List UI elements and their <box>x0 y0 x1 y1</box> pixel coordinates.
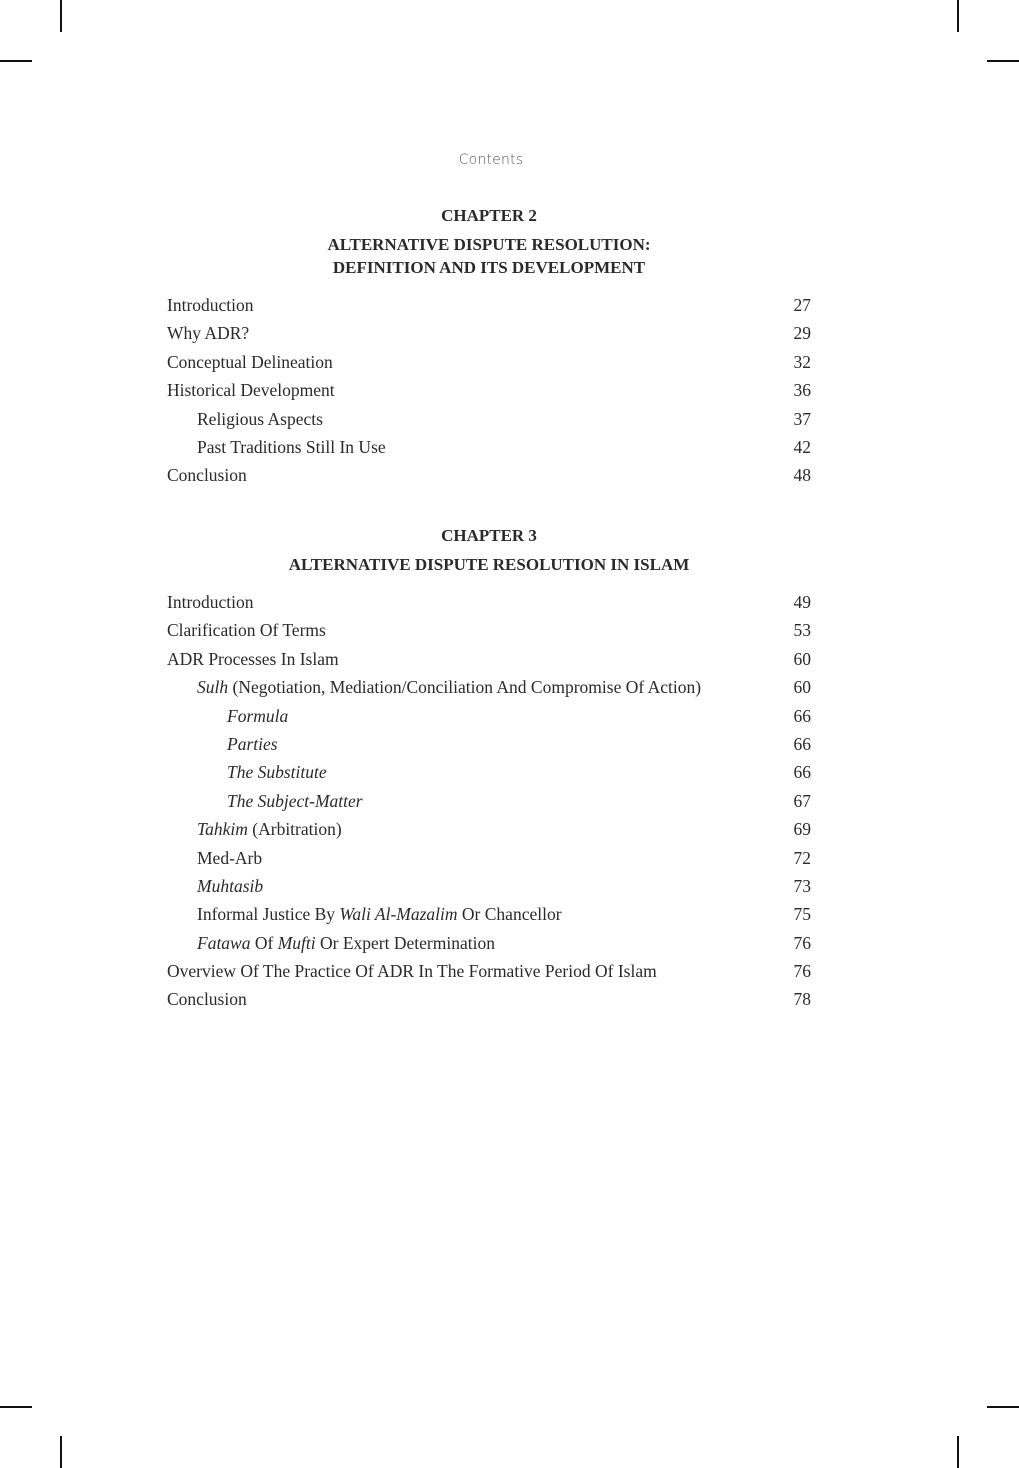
toc-entry[interactable] <box>167 876 811 904</box>
toc-entry[interactable] <box>167 791 811 819</box>
toc-entry-page: 69 <box>793 819 811 840</box>
chapter-3-section <box>167 525 811 1018</box>
toc-entry-page: 32 <box>793 351 811 372</box>
toc-entry-title-rest: (Negotiation, Mediation/Conciliation And Compromise Of Action) <box>228 677 702 698</box>
toc-entry-title: Clarification Of Terms <box>167 620 326 641</box>
crop-mark-top-left-vertical <box>60 0 62 32</box>
toc-entry-page: 53 <box>793 620 811 641</box>
crop-mark-bottom-left-vertical <box>60 1436 62 1468</box>
toc-entry[interactable] <box>167 734 811 762</box>
toc-entry[interactable] <box>167 989 811 1017</box>
toc-entry-title: Conclusion <box>167 465 247 486</box>
toc-entry[interactable] <box>167 295 811 323</box>
crop-mark-top-left-horizontal <box>0 60 32 62</box>
toc-entry[interactable] <box>167 352 811 380</box>
toc-entry-title: Conclusion <box>167 989 247 1010</box>
toc-entry-page: 29 <box>793 323 811 344</box>
crop-mark-top-right-horizontal <box>987 60 1019 62</box>
chapter-2-section <box>167 205 811 494</box>
toc-entry-title-part: Informal Justice By <box>197 904 340 925</box>
toc-entry-page: 78 <box>793 989 811 1010</box>
toc-entry[interactable] <box>167 620 811 648</box>
running-head: Contents <box>458 152 524 168</box>
toc-entry-title: Religious Aspects <box>197 408 323 429</box>
toc-entry-title <box>167 904 562 925</box>
toc-entry-page: 48 <box>793 465 811 486</box>
toc-entry-title-rest: (Arbitration) <box>247 819 342 840</box>
chapter-label: CHAPTER 2 <box>441 206 537 225</box>
toc-entry-title: Formula <box>227 705 289 726</box>
toc-entry[interactable] <box>167 592 811 620</box>
toc-entry-title: Why ADR? <box>167 323 250 344</box>
toc-entry-page: 49 <box>793 592 811 612</box>
chapter-title-line: ALTERNATIVE DISPUTE RESOLUTION IN ISLAM <box>288 555 690 574</box>
toc-entry-page: 66 <box>793 762 811 783</box>
toc-entry-title: Muhtasib <box>197 875 264 896</box>
toc-entry-title <box>167 819 342 840</box>
toc-entry-title-italic: Mufti <box>277 932 316 953</box>
toc-entry-title-italic: Fatawa <box>197 932 251 953</box>
toc-entry-title <box>167 933 495 954</box>
toc-entry-page: 42 <box>793 436 811 457</box>
toc-entry-page: 37 <box>793 408 811 429</box>
toc-entry-title-italic: Sulh <box>197 677 229 698</box>
toc-entry[interactable] <box>167 437 811 465</box>
toc-entry[interactable] <box>167 904 811 932</box>
toc-entry-page: 66 <box>793 733 811 754</box>
toc-entry-page: 60 <box>793 677 811 698</box>
toc-entry-page: 67 <box>793 790 811 811</box>
toc-entry-page: 75 <box>793 904 811 925</box>
crop-mark-bottom-right-vertical <box>957 1436 959 1468</box>
toc-entry-title: Introduction <box>167 592 254 612</box>
toc-entry-title: Past Traditions Still In Use <box>197 436 386 457</box>
toc-entry-title: The Substitute <box>227 762 327 783</box>
toc-entry-title: The Subject-Matter <box>227 790 363 811</box>
chapter-title <box>167 553 811 576</box>
toc-entry-title-italic: Wali Al-Mazalim <box>339 904 458 925</box>
toc-entry-page: 27 <box>793 295 811 315</box>
toc-entry-page: 36 <box>793 380 811 401</box>
toc-entry-page: 72 <box>793 847 811 868</box>
toc-entry-page: 60 <box>793 648 811 669</box>
toc-entry-title: Conceptual Delineation <box>167 351 333 372</box>
toc-entry[interactable] <box>167 706 811 734</box>
chapter-label: CHAPTER 3 <box>441 526 537 545</box>
chapter-title-line: ALTERNATIVE DISPUTE RESOLUTION: <box>327 235 651 254</box>
toc-entry-title: Med-Arb <box>197 847 263 868</box>
crop-mark-bottom-left-horizontal <box>0 1406 32 1408</box>
toc-entry-title-part: Of <box>250 932 278 953</box>
toc-entry[interactable] <box>167 933 811 961</box>
toc-entry-page: 76 <box>793 932 811 953</box>
toc-entry-title-part: Or Expert Determination <box>315 932 495 953</box>
toc-entry-title: ADR Processes In Islam <box>167 648 339 669</box>
chapter-title-line: DEFINITION AND ITS DEVELOPMENT <box>332 258 646 277</box>
toc-entry-page: 66 <box>793 705 811 726</box>
chapter-title <box>167 233 811 279</box>
toc-entry-title: Parties <box>227 733 278 754</box>
crop-mark-bottom-right-horizontal <box>987 1406 1019 1408</box>
toc-list <box>167 295 811 494</box>
toc-entry[interactable] <box>167 649 811 677</box>
toc-entry-title: Introduction <box>167 295 254 315</box>
toc-entry-title-part: Or Chancellor <box>457 904 562 925</box>
toc-entry[interactable] <box>167 380 811 408</box>
toc-entry-title: Historical Development <box>167 380 335 401</box>
toc-entry[interactable] <box>167 762 811 790</box>
toc-entry-title-italic: Tahkim <box>197 819 248 840</box>
toc-entry[interactable] <box>167 819 811 847</box>
toc-entry[interactable] <box>167 465 811 493</box>
toc-entry[interactable] <box>167 409 811 437</box>
toc-entry-title <box>167 677 701 698</box>
toc-entry[interactable] <box>167 677 811 705</box>
toc-entry-page: 76 <box>793 961 811 982</box>
toc-entry[interactable] <box>167 961 811 989</box>
toc-entry[interactable] <box>167 323 811 351</box>
toc-entry-title: Overview Of The Practice Of ADR In The Formative Period Of Islam <box>167 961 657 982</box>
toc-list <box>167 592 811 1018</box>
toc-entry[interactable] <box>167 848 811 876</box>
crop-mark-top-right-vertical <box>957 0 959 32</box>
toc-entry-page: 73 <box>793 875 811 896</box>
